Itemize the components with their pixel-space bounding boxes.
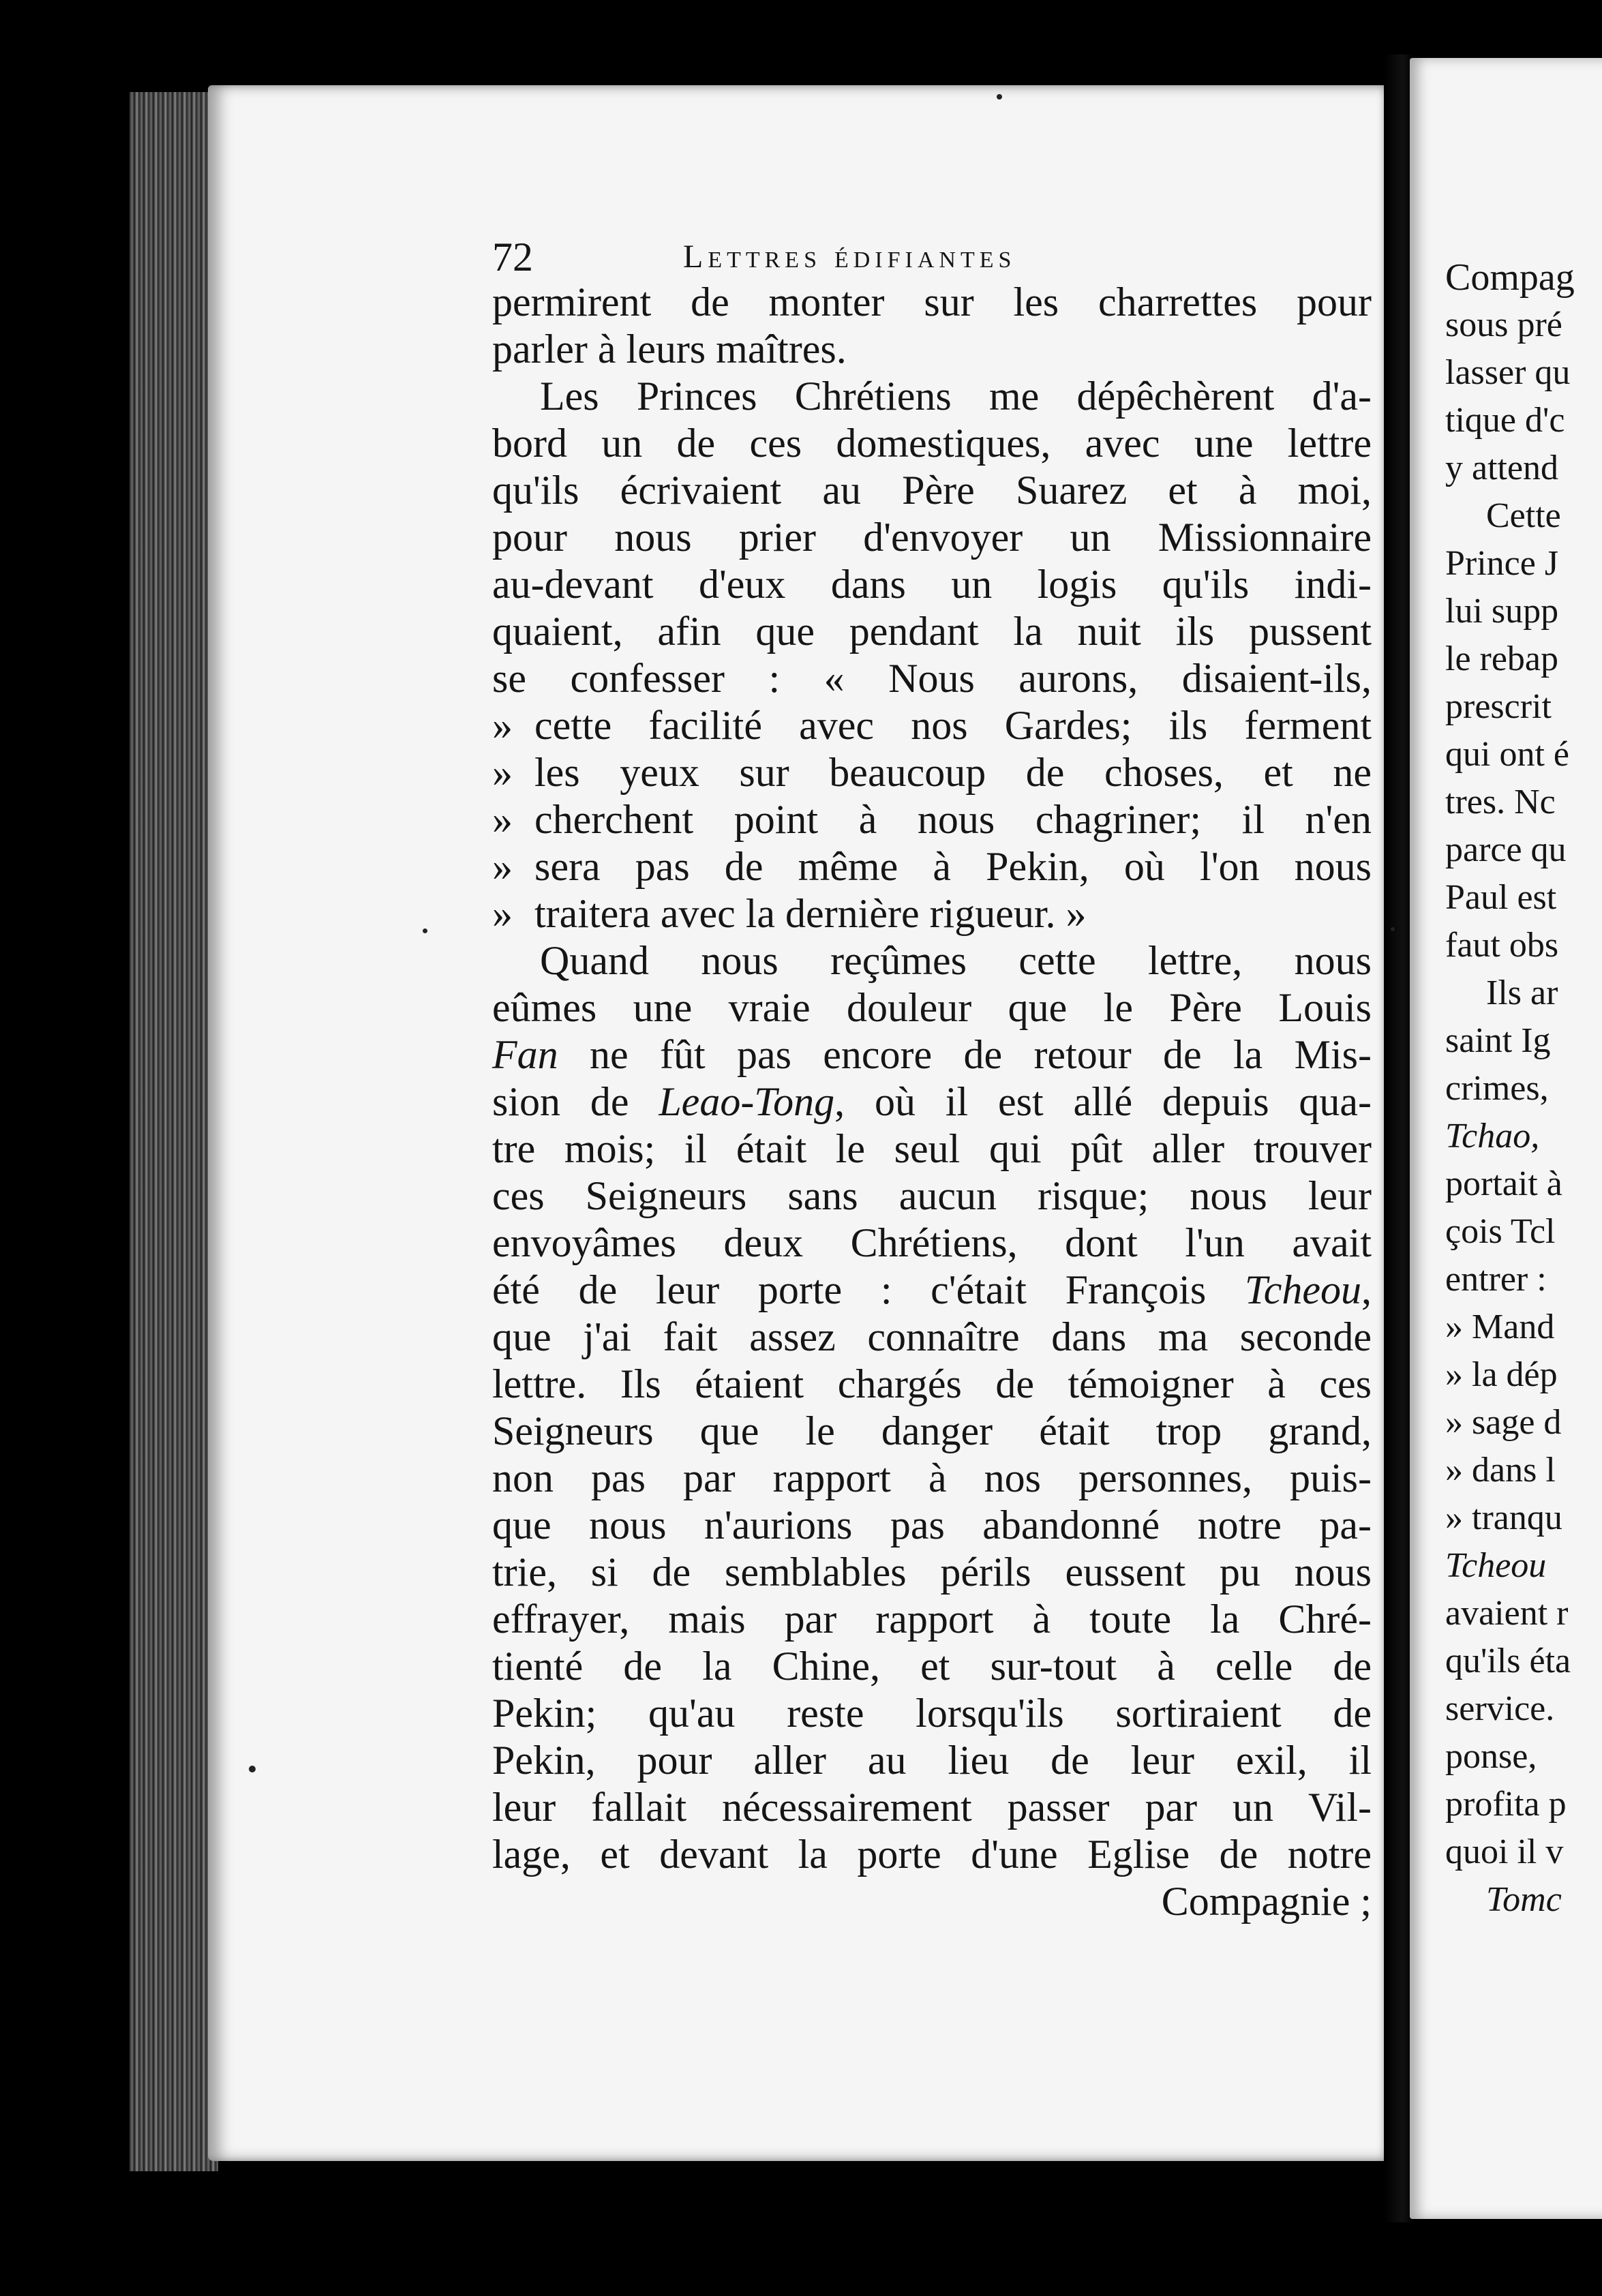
- text-line: entrer :: [1445, 1260, 1547, 1299]
- line-text: au-devant d'eux dans un logis qu'ils indi-: [492, 562, 1372, 607]
- text-line: prescrit: [1445, 687, 1552, 726]
- text-line: faut obs: [1445, 926, 1559, 965]
- text-line: » la dép: [1445, 1355, 1558, 1394]
- quote-mark: »: [492, 750, 513, 795]
- text-segment: ne fût pas encore de retour de la Mis-: [558, 1032, 1372, 1077]
- text-line: [492, 749, 1372, 796]
- line-text: pour nous prier d'envoyer un Missionnaire: [492, 515, 1372, 560]
- text-line: [492, 467, 1372, 514]
- text-line: [492, 1031, 1372, 1078]
- text-line: sous pré: [1445, 305, 1562, 344]
- text-line: [492, 1220, 1372, 1267]
- ink-speck: [997, 94, 1002, 100]
- text-line: crimes,: [1445, 1069, 1549, 1108]
- page-edge-stack: [130, 92, 218, 2171]
- text-line: [492, 1314, 1372, 1361]
- line-text: Les Princes Chrétiens me dépêchèrent d'a-: [540, 374, 1372, 419]
- catchword: Compagnie ;: [1161, 1879, 1372, 1924]
- text-line: » sage d: [1445, 1403, 1562, 1442]
- line-text: sera pas de même à Pekin, où l'on nous: [534, 844, 1372, 889]
- ink-speck: [1391, 927, 1395, 931]
- text-line: [492, 1173, 1372, 1220]
- text-line: tique d'c: [1445, 401, 1565, 440]
- text-line: qui ont é: [1445, 735, 1569, 774]
- text-line: [492, 890, 1372, 937]
- line-text: que j'ai fait assez connaître dans ma seconde: [492, 1314, 1372, 1359]
- line-text: effrayer, mais par rapport à toute la Chré-: [492, 1597, 1372, 1642]
- line-text: lage, et devant la porte d'une Eglise de notre: [492, 1832, 1372, 1877]
- left-page-body: [492, 279, 1372, 1878]
- text-line: Prince J: [1445, 544, 1559, 583]
- line-text: bord un de ces domestiques, avec une lettre: [492, 421, 1372, 466]
- text-line: [492, 608, 1372, 655]
- italic-name: Leao-Tong: [659, 1079, 835, 1124]
- text-line: [492, 796, 1372, 843]
- page-number: 72: [492, 235, 533, 280]
- line-text: envoyâmes deux Chrétiens, dont l'un avait: [492, 1220, 1372, 1265]
- text-line: profita p: [1445, 1785, 1567, 1824]
- text-line: y attend: [1445, 449, 1559, 487]
- text-line: saint Ig: [1445, 1021, 1551, 1060]
- text-line: [492, 937, 1372, 984]
- text-segment: sion de: [492, 1079, 659, 1124]
- text-line: avaient r: [1445, 1594, 1569, 1633]
- line-text: eûmes une vraie douleur que le Père Louis: [492, 985, 1372, 1030]
- quote-mark: »: [492, 703, 513, 748]
- text-line: [492, 1549, 1372, 1596]
- text-line: [492, 1126, 1372, 1173]
- text-line: [492, 420, 1372, 467]
- text-line: qu'ils éta: [1445, 1642, 1571, 1680]
- text-line: [492, 326, 1372, 373]
- line-text: Pekin; qu'au reste lorsqu'ils sortiraient de: [492, 1691, 1372, 1736]
- text-line: tres. Nc: [1445, 783, 1556, 821]
- quote-mark: »: [492, 891, 513, 936]
- text-line: [492, 1784, 1372, 1831]
- line-text: leur fallait nécessairement passer par un Vil-: [492, 1785, 1372, 1830]
- line-text: Pekin, pour aller au lieu de leur exil, il: [492, 1738, 1372, 1783]
- right-page-body: [1445, 254, 1602, 1924]
- line-text: permirent de monter sur les charrettes pour: [492, 280, 1372, 324]
- text-line: » tranqu: [1445, 1498, 1562, 1537]
- text-line: Cette: [1486, 496, 1561, 535]
- text-line: » Mand: [1445, 1308, 1555, 1346]
- line-text: trie, si de semblables périls eussent pu nous: [492, 1550, 1372, 1595]
- line-text: quaient, afin que pendant la nuit ils pussent: [492, 609, 1372, 654]
- text-line: [492, 1831, 1372, 1878]
- text-line: [492, 373, 1372, 420]
- italic-name: Fan: [492, 1032, 558, 1077]
- line-text: cherchent point à nous chagriner; il n'en: [534, 797, 1372, 842]
- text-line: [492, 843, 1372, 890]
- left-page-text: [492, 235, 1372, 1925]
- text-line: [492, 561, 1372, 608]
- line-text: se confesser : « Nous aurons, disaient-ils,: [492, 656, 1372, 701]
- line-text: qu'ils écrivaient au Père Suarez et à moi,: [492, 468, 1372, 513]
- text-segment: , où il est allé depuis qua-: [834, 1079, 1372, 1124]
- text-line: [492, 279, 1372, 326]
- quote-mark: »: [492, 844, 513, 889]
- text-line: [492, 655, 1372, 702]
- line-text: que nous n'aurions pas abandonné notre pa-: [492, 1502, 1372, 1547]
- line-text: Seigneurs que le danger était trop grand,: [492, 1408, 1372, 1453]
- text-line: lasser qu: [1445, 353, 1571, 392]
- ink-speck: [423, 928, 427, 933]
- line-text: tre mois; il était le seul qui pût aller trouver: [492, 1126, 1372, 1171]
- line-text: les yeux sur beaucoup de choses, et ne: [534, 750, 1372, 795]
- text-segment: ,: [1361, 1267, 1372, 1312]
- line-text: lettre. Ils étaient chargés de témoigner à ces: [492, 1361, 1372, 1406]
- text-line: Tomc: [1486, 1880, 1562, 1919]
- text-line: [492, 1361, 1372, 1408]
- text-line: [492, 1502, 1372, 1549]
- text-line: Paul est: [1445, 878, 1557, 917]
- line-text: ces Seigneurs sans aucun risque; nous leur: [492, 1173, 1372, 1218]
- line-text: traitera avec la dernière rigueur. »: [534, 891, 1087, 936]
- line-text: non pas par rapport à nos personnes, puis-: [492, 1455, 1372, 1500]
- quote-mark: »: [492, 797, 513, 842]
- text-line: [492, 1643, 1372, 1690]
- text-line: [492, 1596, 1372, 1643]
- text-line: ponse,: [1445, 1737, 1537, 1776]
- text-segment: été de leur porte : c'était François: [492, 1267, 1245, 1312]
- text-line: [492, 1267, 1372, 1314]
- text-line: [492, 984, 1372, 1031]
- text-line: service.: [1445, 1689, 1555, 1728]
- right-page-text: [1445, 254, 1602, 1924]
- line-text: tienté de la Chine, et sur-tout à celle de: [492, 1644, 1372, 1689]
- text-line: le rebap: [1445, 639, 1559, 678]
- line-text: parler à leurs maîtres.: [492, 327, 847, 372]
- text-line: [492, 1078, 1372, 1126]
- text-line: çois Tcl: [1445, 1212, 1556, 1251]
- text-line: lui supp: [1445, 592, 1559, 631]
- running-title: Lettres édifiantes: [683, 239, 1016, 275]
- text-line: [492, 702, 1372, 749]
- text-line: [492, 1690, 1372, 1737]
- text-line: [492, 1455, 1372, 1502]
- italic-name: Tcheou: [1244, 1267, 1361, 1312]
- text-line: Ils ar: [1486, 973, 1558, 1012]
- text-line: Tcheou: [1445, 1546, 1547, 1585]
- text-line: parce qu: [1445, 830, 1567, 869]
- line-text: Quand nous reçûmes cette lettre, nous: [540, 938, 1372, 983]
- text-line: [492, 514, 1372, 561]
- text-line: [492, 1408, 1372, 1455]
- text-line: » dans l: [1445, 1451, 1556, 1490]
- text-line: portait à: [1445, 1164, 1562, 1203]
- text-line: Tchao,: [1445, 1117, 1540, 1155]
- text-line: Compag: [1445, 256, 1575, 299]
- line-text: cette facilité avec nos Gardes; ils ferment: [534, 703, 1372, 748]
- running-head: [492, 235, 1372, 279]
- text-line: [492, 1737, 1372, 1784]
- text-line: quoi il v: [1445, 1832, 1564, 1871]
- ink-speck: [249, 1766, 256, 1772]
